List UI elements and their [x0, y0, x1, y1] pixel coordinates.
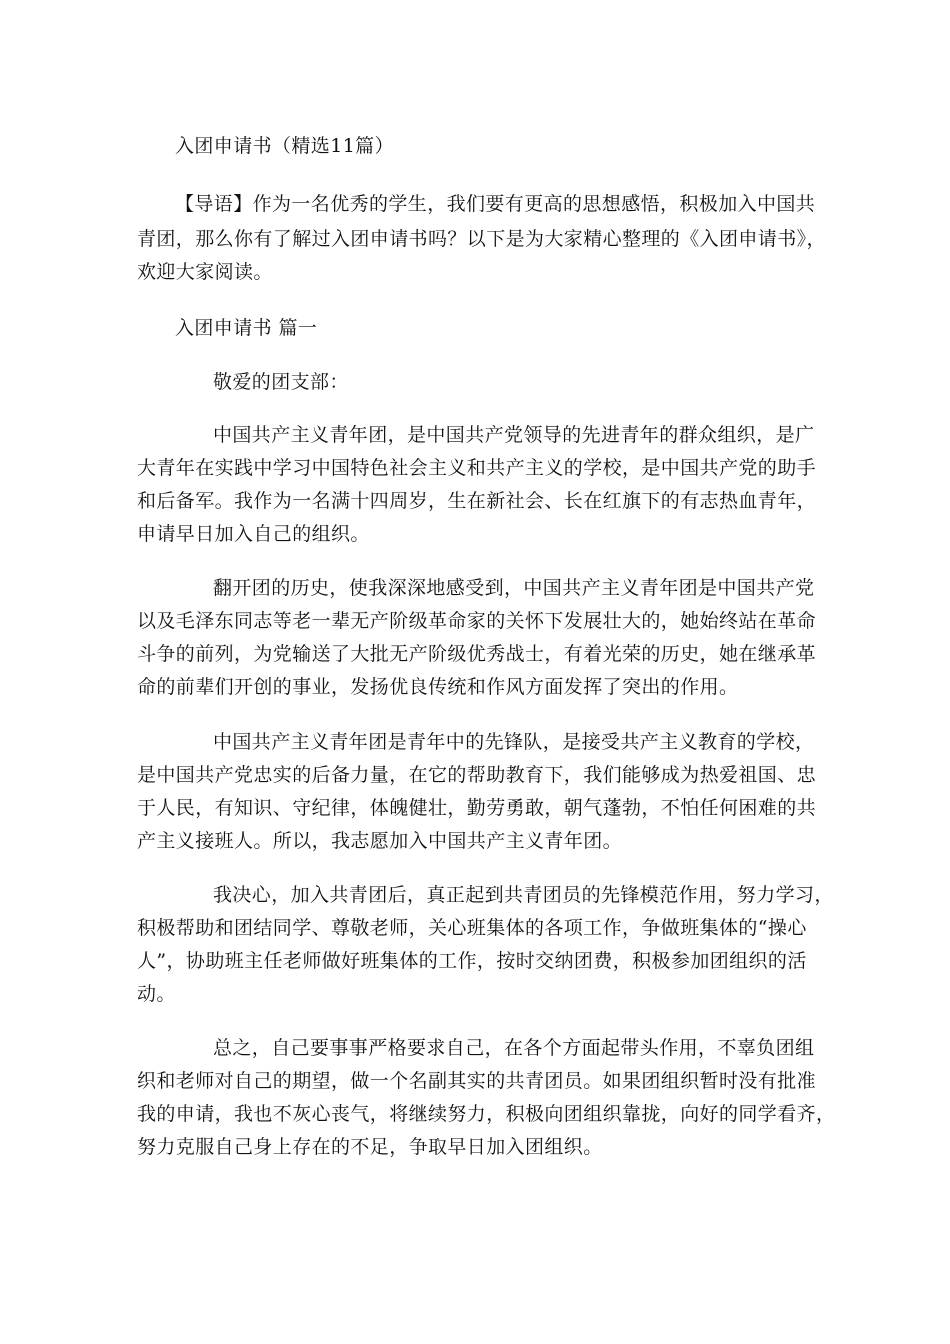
- paragraph-line: 申请早日加入自己的组织。: [137, 523, 370, 545]
- paragraph-line: 积极帮助和团结同学、尊敬老师，关心班集体的各项工作，争做班集体的“操心: [137, 917, 807, 939]
- paragraph-line: 中国共产主义青年团是青年中的先锋队，是接受共产主义教育的学校，: [213, 731, 815, 753]
- salutation: 敬爱的团支部：: [213, 371, 349, 393]
- paragraph-line: 命的前辈们开创的事业，发扬优良传统和作风方面发挥了突出的作用。: [137, 676, 739, 698]
- paragraph-line: 我决心，加入共青团后，真正起到共青团员的先锋模范作用，努力学习，: [213, 884, 834, 906]
- paragraph-line: 是中国共产党忠实的后备力量，在它的帮助教育下，我们能够成为热爱祖国、忠: [137, 764, 817, 786]
- paragraph-line: 织和老师对自己的期望，做一个名副其实的共青团员。如果团组织暂时没有批准: [137, 1070, 817, 1092]
- paragraph-line: 斗争的前列，为党输送了大批无产阶级优秀战士，有着光荣的历史，她在继承革: [137, 643, 817, 665]
- paragraph-line: 和后备军。我作为一名满十四周岁，生在新社会、长在红旗下的有志热血青年，: [137, 490, 817, 512]
- intro-line: 欢迎大家阅读。: [137, 261, 273, 283]
- paragraph-line: 以及毛泽东同志等老一辈无产阶级革命家的关怀下发展壮大的，她始终站在革命: [137, 610, 817, 632]
- paragraph-line: 翻开团的历史，使我深深地感受到，中国共产主义青年团是中国共产党: [213, 577, 815, 599]
- paragraph-line: 努力克服自己身上存在的不足，争取早日加入团组织。: [137, 1136, 603, 1158]
- paragraph-line: 中国共产主义青年团，是中国共产党领导的先进青年的群众组织，是广: [213, 424, 815, 446]
- paragraph-line: 动。: [137, 983, 176, 1005]
- paragraph-line: 总之，自己要事事严格要求自己，在各个方面起带头作用，不辜负团组: [213, 1037, 815, 1059]
- intro-line: 青团，那么你有了解过入团申请书吗？以下是为大家精心整理的《入团申请书》，: [137, 228, 826, 250]
- section-heading: 入团申请书 篇一: [175, 317, 318, 339]
- paragraph-line: 于人民，有知识、守纪律，体魄健壮，勤劳勇敢，朝气蓬勃，不怕任何困难的共: [137, 797, 817, 819]
- paragraph-line: 人”，协助班主任老师做好班集体的工作，按时交纳团费，积极参加团组织的活: [137, 950, 807, 972]
- paragraph-line: 产主义接班人。所以，我志愿加入中国共产主义青年团。: [137, 830, 623, 852]
- document-title: 入团申请书（精选11篇）: [175, 135, 394, 157]
- intro-line: 【导语】作为一名优秀的学生，我们要有更高的思想感悟，积极加入中国共: [175, 193, 816, 215]
- paragraph-line: 大青年在实践中学习中国特色社会主义和共产主义的学校，是中国共产党的助手: [137, 457, 817, 479]
- paragraph-line: 我的申请，我也不灰心丧气，将继续努力，积极向团组织靠拢，向好的同学看齐，: [137, 1103, 836, 1125]
